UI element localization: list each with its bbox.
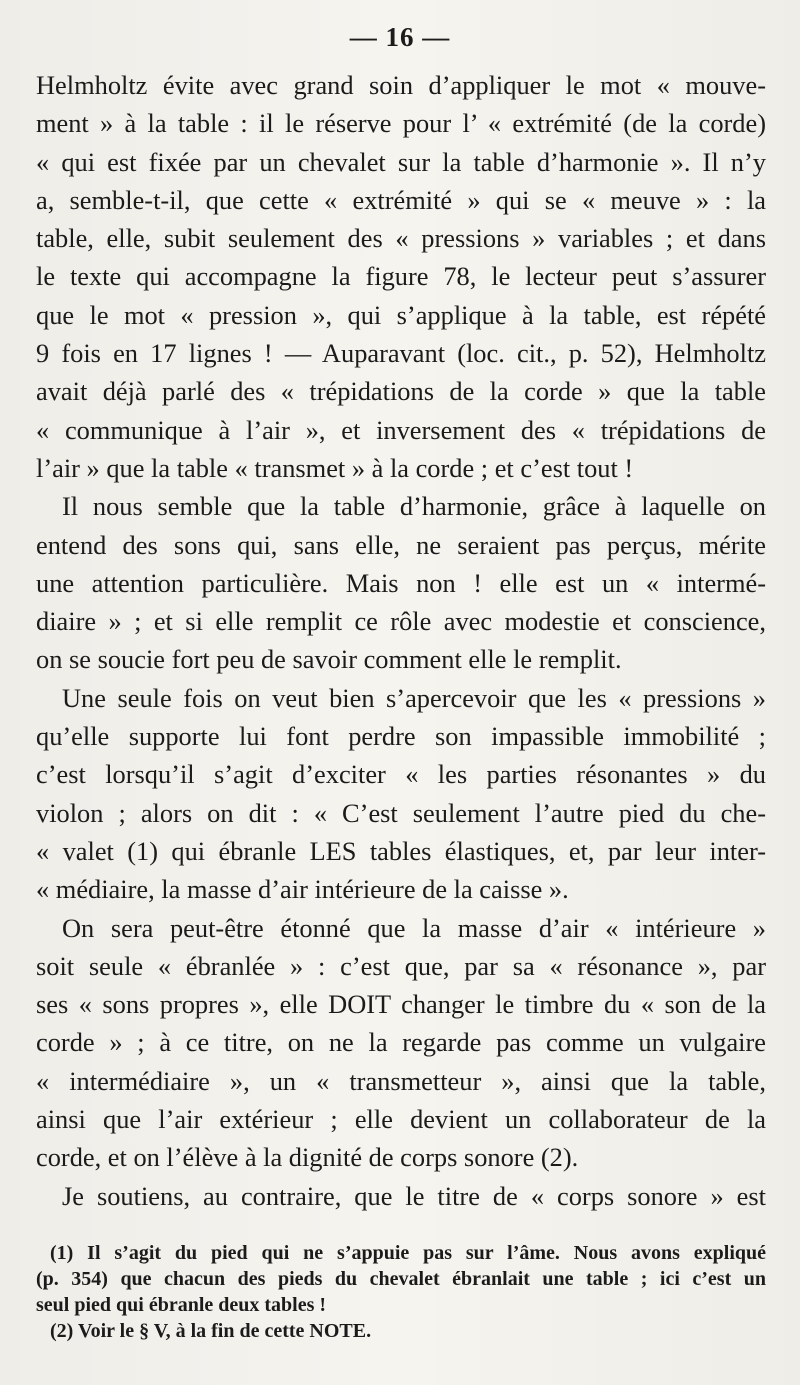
text-line: entend des sons qui, sans elle, ne seraient pas perçus, mérite [36, 529, 766, 560]
text-line: soit seule « ébranlée » : c’est que, par sa « résonance », par [36, 950, 766, 981]
text-line: « qui est fixée par un chevalet sur la table d’harmonie ». Il n’y [36, 146, 766, 177]
text-line: ses « sons propres », elle DOIT changer le timbre du « son de la [36, 989, 766, 1020]
text-line: On sera peut-être étonné que la masse d’air « intérieure » [62, 912, 766, 943]
footnotes [36, 1240, 766, 1344]
text-line: une attention particulière. Mais non ! elle est un « intermé- [36, 567, 766, 598]
text-line: « intermédiaire », un « transmetteur », ainsi que la table, [36, 1065, 766, 1096]
text-line: Je soutiens, au contraire, que le titre de « corps sonore » est [62, 1180, 766, 1211]
body-text [36, 66, 766, 1215]
text-line: corde, et on l’élève à la dignité de corps sonore (2). [36, 1142, 579, 1173]
text-line: on se soucie fort peu de savoir comment elle le remplit. [36, 644, 622, 675]
text-line: Helmholtz évite avec grand soin d’appliquer le mot « mouve- [36, 70, 766, 100]
text-line: qu’elle supporte lui font perdre son impassible immobilité ; [36, 721, 766, 752]
text-line: Une seule fois on veut bien s’apercevoir que les « pressions » [62, 682, 766, 713]
text-line: le texte qui accompagne la figure 78, le lecteur peut s’assurer [36, 261, 766, 292]
text-line: « communique à l’air », et inversement des « trépidations de [36, 414, 766, 445]
text-line: diaire » ; et si elle remplit ce rôle avec modestie et conscience, [36, 606, 766, 637]
text-line: corde » ; à ce titre, on ne la regarde pas comme un vulgaire [36, 1027, 766, 1058]
page-number: — 16 — [349, 22, 451, 52]
text-line: l’air » que la table « transmet » à la corde ; et c’est tout ! [36, 452, 634, 483]
footnote-line: seul pied qui ébranle deux tables ! [36, 1294, 327, 1316]
text-line: a, semble-t-il, que cette « extrémité » qui se « meuve » : la [36, 184, 766, 215]
text-line: que le mot « pression », qui s’applique à la table, est répété [36, 299, 766, 330]
footnote-line: (p. 354) que chacun des pieds du chevalet ébranlait une table ; ici c’est un [36, 1268, 766, 1290]
text-line: « médiaire, la masse d’air intérieure de la caisse ». [36, 874, 569, 905]
text-line: table, elle, subit seulement des « pressions » variables ; et dans [36, 223, 766, 254]
text-line: avait déjà parlé des « trépidations de la corde » que la table [36, 376, 766, 407]
text-line: ainsi que l’air extérieur ; elle devient un collaborateur de la [36, 1104, 766, 1135]
text-line: c’est lorsqu’il s’agit d’exciter « les parties résonantes » du [36, 759, 766, 790]
text-line: violon ; alors on dit : « C’est seulement l’autre pied du che- [36, 797, 766, 828]
footnote-line: (1) Il s’agit du pied qui ne s’appuie pas sur l’âme. Nous avons expliqué [50, 1242, 766, 1264]
text-line: ment » à la table : il le réserve pour l’ « extrémité (de la corde) [36, 108, 766, 139]
text-line: « valet (1) qui ébranle LES tables élastiques, et, par leur inter- [36, 835, 766, 866]
text-line: Il nous semble que la table d’harmonie, grâce à laquelle on [62, 491, 766, 522]
footnote-line: (2) Voir le § V, à la fin de cette NOTE. [50, 1320, 372, 1342]
text-line: 9 fois en 17 lignes ! — Auparavant (loc. cit., p. 52), Helmholtz [36, 338, 766, 369]
